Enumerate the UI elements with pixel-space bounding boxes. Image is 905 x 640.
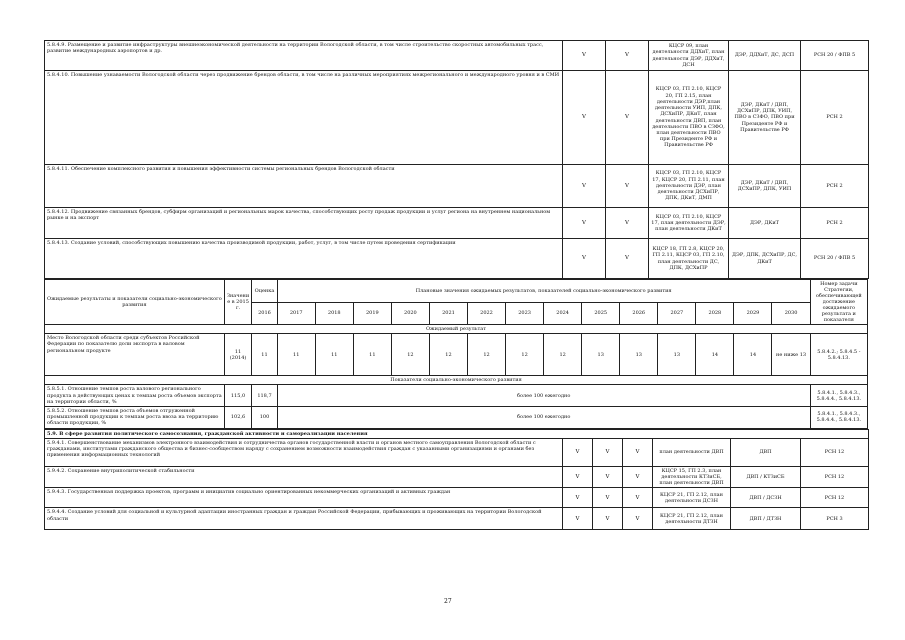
measure-row — [45, 71, 869, 165]
plan-value: 13 — [658, 334, 696, 376]
estimate-header: Оценка — [252, 280, 277, 303]
document-reference: РСН 20 / ФПВ 5 — [801, 41, 869, 71]
document-reference: РСН 2 — [801, 208, 869, 239]
document-reference: РСН 20 / ФПВ 5 — [801, 239, 869, 279]
plan-value: 12 — [544, 334, 582, 376]
year-header: 2017 — [277, 302, 315, 325]
task-number: 5.8.4.1., 5.8.4.3., 5.8.4.4., 5.8.4.13. — [810, 407, 867, 429]
plan-value: 12 — [467, 334, 505, 376]
plan-value: 12 — [429, 334, 467, 376]
stage-mark: V — [623, 488, 653, 508]
task-number: 5.8.4.1., 5.8.4.3., 5.8.4.4., 5.8.4.13. — [810, 385, 867, 407]
base-value: 11 (2014) — [224, 334, 252, 376]
measures-table-top — [44, 40, 869, 279]
responsible-executor: ДЭР, ДПК, ДСХиПР, ДС, ДКиТ — [729, 239, 801, 279]
document-reference: РСН 12 — [801, 438, 869, 466]
implementation-instrument: КЦСР 03, ГП 2.10, КЦСР 17, план деятельности ДЭР, план деятельности ДКиТ — [649, 208, 729, 239]
plan-value: 13 — [582, 334, 620, 376]
measure-row — [45, 208, 869, 239]
responsible-executor: ДЭР, ДКиТ / ДВП, ДСХиПР, ДПК, УИП, ПВО в СЗФО, ПВО при Президенте РФ и Правительстве РФ — [729, 71, 801, 165]
year-header: 2018 — [315, 302, 353, 325]
responsible-executor: ДВП / КТЗиСБ — [731, 466, 801, 488]
indicator-row — [45, 407, 868, 429]
stage-mark: V — [606, 71, 649, 165]
measure-description: 5.9.4.3. Государственная поддержка проектов, программ и инициатив социально ориентированных некоммерческих организаций и активных граждан — [45, 488, 563, 508]
stage-mark: V — [563, 239, 606, 279]
stage-mark: V — [623, 508, 653, 530]
section-title: 5.9. В сфере развития политического самосознания, гражданской активности и самореализации населения — [45, 429, 869, 438]
results-col-title: Ожидаемые результаты и показатели социально-экономического развития — [45, 280, 225, 325]
plan-value: 12 — [506, 334, 544, 376]
responsible-executor: ДЭР, ДКиТ — [729, 208, 801, 239]
responsible-executor: ДВП / ДТЗН — [731, 508, 801, 530]
implementation-instrument: КЦСР 21, ГП 2.12, план деятельности ДСЗН — [653, 488, 731, 508]
stage-mark: V — [563, 466, 593, 488]
measure-description: 5.9.4.1. Совершенствование механизмов электронного взаимодействия и сотрудничества органов государственной власти и органов местного самоуправления Вологодской области с гражданами, институтами гражданского общества и бизнес-сообществом наряду с сохранением возможности взаимодействия граждан с указанными организациями и органами без применения информационных технологий — [45, 438, 563, 466]
stage-mark: V — [606, 239, 649, 279]
plan-value: более 100 ежегодно — [277, 385, 810, 407]
expected-result-label: Ожидаемый результат — [45, 325, 868, 334]
measure-description: 5.8.4.11. Обеспечение комплексного развития и повышения эффективности системы региональных брендов Вологодской области — [45, 165, 563, 208]
stage-mark: V — [623, 438, 653, 466]
measure-row — [45, 488, 869, 508]
implementation-instrument: КЦСР 21, ГП 2.12, план деятельности ДТЗН — [653, 508, 731, 530]
stage-mark: V — [563, 208, 606, 239]
stage-mark: V — [606, 41, 649, 71]
measure-row — [45, 41, 869, 71]
year-header: 2029 — [734, 302, 772, 325]
document-reference: РСН 3 — [801, 508, 869, 530]
measure-description: 5.8.4.9. Размещение и развитие инфраструктуры внешнеэкономической деятельности на территории Вологодской области, в том числе строительство скоростных автомобильных трасс, развитие международных аэропортов и др. — [45, 41, 563, 71]
stage-mark: V — [593, 488, 623, 508]
expected-result-description: Место Вологодской области среди субъектов Российской Федерации по показателю доли экспорта в валовом региональном продукте — [45, 334, 225, 376]
implementation-instrument: КЦСР 09, план деятельности ДДХиТ, план деятельности ДЭР, ДДХиТ, ДСН — [649, 41, 729, 71]
year-header: 2027 — [658, 302, 696, 325]
measure-row — [45, 165, 869, 208]
stage-mark: V — [563, 488, 593, 508]
measure-description: 5.9.4.2. Сохранение внутриполитической стабильности — [45, 466, 563, 488]
plan-value: 11 — [252, 334, 277, 376]
plan-value: более 100 ежегодно — [277, 407, 810, 429]
year-header: 2028 — [696, 302, 734, 325]
plan-value: 13 — [620, 334, 658, 376]
stage-mark: V — [623, 466, 653, 488]
stage-mark: V — [563, 438, 593, 466]
year-header: 2019 — [353, 302, 391, 325]
measure-description: 5.9.4.4. Создание условий для социальной и культурной адаптации иностранных граждан и граждан Российской Федерации, прибывающих и проживающих на территории Вологодской области — [45, 508, 563, 530]
year-header: 2026 — [620, 302, 658, 325]
stage-mark: V — [606, 208, 649, 239]
stage-mark: V — [563, 41, 606, 71]
indicator-description: 5.8.5.2. Отношение темпов роста объемов отгруженной промышленной продукции к темпам роста ввоза на территорию области продукции, % — [45, 407, 225, 429]
stage-mark: V — [593, 438, 623, 466]
stage-mark: V — [563, 508, 593, 530]
measure-row — [45, 508, 869, 530]
measure-description: 5.8.4.13. Создание условий, способствующих повышению качества производимой продукции, работ, услуг, в том числе путем проведения сертификации — [45, 239, 563, 279]
year-header: 2024 — [544, 302, 582, 325]
plan-value: 11 — [277, 334, 315, 376]
document-reference: РСН 2 — [801, 165, 869, 208]
document-reference: РСН 2 — [801, 71, 869, 165]
base-value-header: Значение в 2015 г. — [224, 280, 252, 325]
indicators-label: Показатели социально-экономического развития — [45, 376, 868, 385]
measures-table-bottom — [44, 429, 869, 531]
stage-mark: V — [563, 165, 606, 208]
responsible-executor: ДВП / ДСЗН — [731, 488, 801, 508]
document-reference: РСН 12 — [801, 466, 869, 488]
year-header: 2022 — [467, 302, 505, 325]
measure-description: 5.8.4.12. Продвижение связанных брендов, субфирм организаций и региональных марок качества, способствующих росту продаж продукции и услуг региона на внутреннем национальном рынке и на экспорт — [45, 208, 563, 239]
plan-value: 11 — [353, 334, 391, 376]
measure-row — [45, 239, 869, 279]
base-value: 102,6 — [224, 407, 252, 429]
task-number-header: Номер задачи Стратегии, обеспечивающей достижение ожидаемого результата и показателя — [810, 280, 867, 325]
plan-value: 14 — [696, 334, 734, 376]
stage-mark: V — [563, 71, 606, 165]
indicator-row — [45, 385, 868, 407]
year-header: 2021 — [429, 302, 467, 325]
implementation-instrument: КЦСР 03, ГП 2.10, КЦСР 20, ГП 2.15, план деятельности ДЭР,план деятельности УИП, ДПК, ДСХиПР, ДКиТ, план деятельности ДВП, план деятельности ПВО в СЗФО, план деятельности ПВО при Президенте РФ и Правительстве РФ — [649, 71, 729, 165]
document-page — [44, 40, 868, 530]
plan-value: 14 — [734, 334, 772, 376]
task-number: 5.8.4.2.; 5.8.4.5 - 5.8.4.13. — [810, 334, 867, 376]
plan-value: 12 — [391, 334, 429, 376]
stage-mark: V — [606, 165, 649, 208]
year-header: 2030 — [772, 302, 810, 325]
year-header: 2025 — [582, 302, 620, 325]
implementation-instrument: план деятельности ДВП — [653, 438, 731, 466]
implementation-instrument: КЦСР 15, ГП 2.3, план деятельности КТЗиСБ, план деятельности ДВП — [653, 466, 731, 488]
stage-mark: V — [593, 508, 623, 530]
year-header: 2023 — [506, 302, 544, 325]
implementation-instrument: КЦСР 18, ГП 2.8, КЦСР 20, ГП 2.11, КЦСР 03, ГП 2.10, план деятельности ДС, ДПК, ДСХиПР — [649, 239, 729, 279]
measure-row — [45, 438, 869, 466]
plan-values-header: Плановые значения ожидаемых результатов, показателей социально-экономического развития — [277, 280, 810, 303]
estimate-value: 100 — [252, 407, 277, 429]
responsible-executor: ДВП — [731, 438, 801, 466]
results-table — [44, 279, 868, 429]
estimate-value: 118,7 — [252, 385, 277, 407]
stage-mark: V — [593, 466, 623, 488]
base-value: 115,0 — [224, 385, 252, 407]
responsible-executor: ДЭР, ДКиТ / ДВП, ДСХиПР, ДПК, УИП — [729, 165, 801, 208]
measure-description: 5.8.4.10. Повышение узнаваемости Вологодской области через продвижение брендов области, в том числе на различных мероприятиях межрегионального и международного уровня и в СМИ — [45, 71, 563, 165]
implementation-instrument: КЦСР 03, ГП 2.10, КЦСР 17, КЦСР 20, ГП 2.11, план деятельности ДЭР, план деятельности ДСХиПР, ДПК, ДКиТ, ДМП — [649, 165, 729, 208]
page-number: 27 — [444, 598, 452, 605]
indicator-description: 5.8.5.1. Отношение темпов роста валового регионального продукта в действующих ценах к темпам роста объемов экспорта на территории области, % — [45, 385, 225, 407]
responsible-executor: ДЭР, ДДХиТ, ДС, ДСП — [729, 41, 801, 71]
measure-row — [45, 466, 869, 488]
year-header: 2020 — [391, 302, 429, 325]
year-header: 2016 — [252, 302, 277, 325]
plan-value: не ниже 13 — [772, 334, 810, 376]
document-reference: РСН 12 — [801, 488, 869, 508]
plan-value: 11 — [315, 334, 353, 376]
